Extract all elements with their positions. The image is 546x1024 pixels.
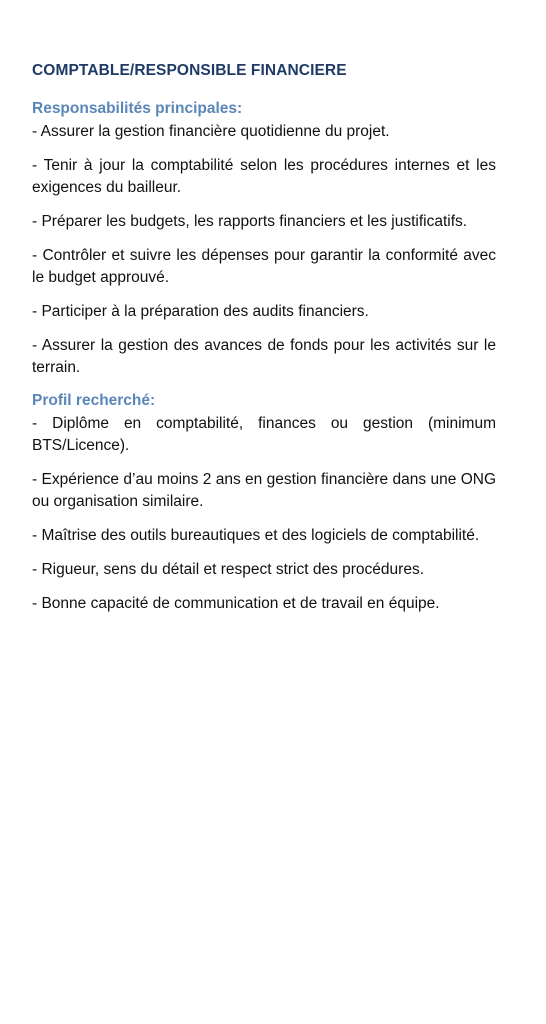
profile-item: - Rigueur, sens du détail et respect strict des procédures.	[32, 561, 425, 578]
section-heading-responsibilities: Responsabilités principales:	[32, 100, 243, 117]
responsibility-item: - Assurer la gestion financière quotidienne du projet.	[32, 123, 390, 140]
responsibility-item: - Contrôler et suivre les dépenses pour garantir la conformité avec le budget approuvé.	[32, 247, 496, 286]
profile-item: - Bonne capacité de communication et de travail en équipe.	[32, 595, 440, 612]
responsibility-item: - Préparer les budgets, les rapports financiers et les justificatifs.	[32, 213, 468, 230]
job-title: COMPTABLE/RESPONSIBLE FINANCIERE	[32, 62, 347, 79]
responsibility-item: - Participer à la préparation des audits financiers.	[32, 303, 369, 320]
responsibility-item: - Tenir à jour la comptabilité selon les procédures internes et les exigences du bailleur.	[32, 157, 496, 196]
section-responsibilities	[32, 99, 496, 379]
responsibility-item: - Assurer la gestion des avances de fonds pour les activités sur le terrain.	[32, 337, 496, 376]
profile-item: - Maîtrise des outils bureautiques et des logiciels de comptabilité.	[32, 527, 480, 544]
section-profile	[32, 391, 496, 615]
profile-item: - Diplôme en comptabilité, finances ou gestion (minimum BTS/Licence).	[32, 415, 496, 454]
profile-item: - Expérience d’au moins 2 ans en gestion financière dans une ONG ou organisation similaire.	[32, 471, 496, 510]
section-heading-profile: Profil recherché:	[32, 392, 156, 409]
